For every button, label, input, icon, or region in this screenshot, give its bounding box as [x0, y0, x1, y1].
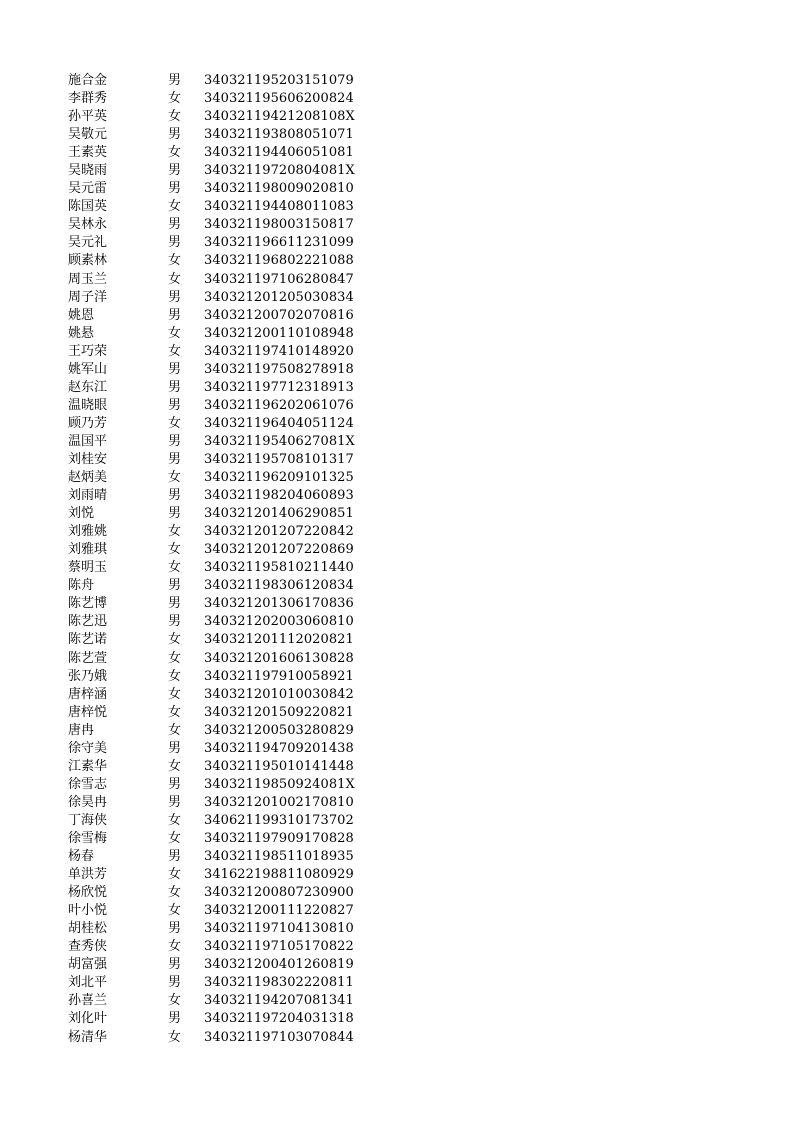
- gender-cell: 女: [168, 253, 182, 269]
- id-number-cell: 340321195810211440: [204, 560, 354, 576]
- gender-cell: 男: [168, 776, 182, 792]
- gender-cell: 女: [168, 109, 182, 125]
- table-row: [68, 180, 364, 198]
- gender-cell: 男: [168, 614, 182, 630]
- gender-cell: 男: [168, 596, 182, 612]
- gender-cell: 女: [168, 939, 182, 955]
- name-cell: 单洪芳: [68, 867, 108, 883]
- name-cell: 张乃娥: [68, 668, 108, 684]
- gender-cell: 女: [168, 650, 182, 666]
- gender-cell: 女: [168, 867, 182, 883]
- id-number-cell: 340321195010141448: [204, 758, 354, 774]
- table-row: [68, 1028, 364, 1046]
- id-number-cell: 340321200111220827: [204, 903, 354, 919]
- id-number-cell: 340321196611231099: [204, 235, 354, 251]
- table-row: [68, 505, 364, 523]
- table-row: [68, 541, 364, 559]
- name-cell: 杨清华: [68, 1029, 108, 1045]
- table-row: [68, 162, 364, 180]
- table-row: [68, 884, 364, 902]
- id-number-cell: 340321200807230900: [204, 885, 354, 901]
- name-cell: 刘北平: [68, 975, 108, 991]
- id-number-cell: 340321196202061076: [204, 397, 354, 413]
- table-row: [68, 758, 364, 776]
- table-row: [68, 289, 364, 307]
- id-number-cell: 340321197103070844: [204, 1029, 354, 1045]
- gender-cell: 男: [168, 127, 182, 143]
- id-number-cell: 340321197410148920: [204, 343, 354, 359]
- id-number-cell: 340321198204060893: [204, 488, 354, 504]
- table-row: [68, 650, 364, 668]
- gender-cell: 男: [168, 452, 182, 467]
- id-number-cell: 340321197204031318: [204, 1011, 354, 1027]
- table-row: [68, 343, 364, 361]
- table-row: [68, 72, 364, 90]
- id-number-cell: 340321194709201438: [204, 740, 354, 756]
- name-cell: 周玉兰: [68, 271, 108, 287]
- name-cell: 刘雅琪: [68, 542, 108, 558]
- name-cell: 吴林永: [68, 217, 108, 233]
- table-row: [68, 938, 364, 956]
- gender-cell: 男: [168, 794, 182, 810]
- gender-cell: 男: [168, 217, 182, 233]
- table-row: [68, 902, 364, 920]
- id-number-cell: 340321198511018935: [204, 849, 354, 865]
- name-cell: 刘悦: [68, 506, 95, 522]
- name-cell: 胡桂松: [68, 921, 108, 937]
- table-row: [68, 631, 364, 649]
- table-row: [68, 325, 364, 343]
- name-cell: 陈艺博: [68, 596, 108, 612]
- name-cell: 唐梓悦: [68, 704, 108, 720]
- id-number-cell: 340321197104130810: [204, 921, 354, 937]
- roster-table: [68, 72, 364, 1047]
- gender-cell: 男: [168, 849, 182, 865]
- table-row: [68, 361, 364, 379]
- name-cell: 孙喜兰: [68, 993, 108, 1009]
- id-number-cell: 340321201509220821: [204, 704, 354, 720]
- table-row: [68, 866, 364, 884]
- gender-cell: 女: [168, 758, 182, 774]
- gender-cell: 男: [168, 379, 182, 395]
- table-row: [68, 252, 364, 270]
- table-row: [68, 830, 364, 848]
- name-cell: 查秀侠: [68, 939, 108, 955]
- id-number-cell: 340321195708101317: [204, 452, 354, 467]
- table-row: [68, 974, 364, 992]
- gender-cell: 女: [168, 722, 182, 738]
- gender-cell: 女: [168, 830, 182, 846]
- table-row: [68, 487, 364, 505]
- id-number-cell: 340321201207220842: [204, 524, 354, 540]
- table-row: [68, 577, 364, 595]
- gender-cell: 女: [168, 271, 182, 287]
- table-row: [68, 704, 364, 722]
- gender-cell: 女: [168, 560, 182, 576]
- gender-cell: 男: [168, 361, 182, 377]
- table-row: [68, 469, 364, 487]
- id-number-cell: 340321193808051071: [204, 127, 354, 143]
- id-number-cell: 340321201207220869: [204, 542, 354, 558]
- table-row: [68, 90, 364, 108]
- id-number-cell: 340321197106280847: [204, 271, 354, 287]
- table-row: [68, 216, 364, 234]
- name-cell: 刘化叶: [68, 1011, 108, 1027]
- gender-cell: 男: [168, 578, 182, 594]
- name-cell: 叶小悦: [68, 903, 108, 919]
- table-row: [68, 559, 364, 577]
- id-number-cell: 340321196404051124: [204, 415, 354, 431]
- name-cell: 姚悬: [68, 325, 95, 341]
- id-number-cell: 34032119850924081X: [204, 776, 355, 792]
- name-cell: 姚军山: [68, 361, 108, 377]
- id-number-cell: 340321201606130828: [204, 650, 354, 666]
- name-cell: 施合金: [68, 73, 108, 89]
- gender-cell: 女: [168, 542, 182, 558]
- id-number-cell: 340321195606200824: [204, 91, 354, 107]
- table-row: [68, 595, 364, 613]
- name-cell: 陈艺萱: [68, 650, 108, 666]
- name-cell: 唐冉: [68, 722, 95, 738]
- gender-cell: 女: [168, 199, 182, 215]
- id-number-cell: 34032119421208108X: [204, 109, 355, 125]
- gender-cell: 男: [168, 433, 182, 449]
- id-number-cell: 340321196802221088: [204, 253, 354, 269]
- id-number-cell: 340321194207081341: [204, 993, 354, 1009]
- table-row: [68, 271, 364, 289]
- table-row: [68, 668, 364, 686]
- gender-cell: 女: [168, 704, 182, 720]
- gender-cell: 女: [168, 993, 182, 1009]
- name-cell: 江素华: [68, 758, 108, 774]
- name-cell: 顾素林: [68, 253, 108, 269]
- id-number-cell: 34032119720804081X: [204, 163, 355, 179]
- table-row: [68, 686, 364, 704]
- id-number-cell: 340321197910058921: [204, 668, 354, 684]
- id-number-cell: 34032119540627081X: [204, 433, 355, 449]
- name-cell: 吴元礼: [68, 235, 108, 251]
- id-number-cell: 340321200503280829: [204, 722, 354, 738]
- name-cell: 吴敬元: [68, 127, 108, 143]
- name-cell: 丁海侠: [68, 812, 108, 828]
- gender-cell: 女: [168, 903, 182, 919]
- gender-cell: 女: [168, 632, 182, 648]
- id-number-cell: 340321195203151079: [204, 73, 354, 89]
- id-number-cell: 340321202003060810: [204, 614, 354, 630]
- id-number-cell: 340321201205030834: [204, 289, 354, 305]
- id-number-cell: 340321197105170822: [204, 939, 354, 955]
- table-row: [68, 108, 364, 126]
- id-number-cell: 340321201406290851: [204, 506, 354, 522]
- name-cell: 李群秀: [68, 91, 108, 107]
- table-row: [68, 433, 364, 451]
- name-cell: 胡富强: [68, 957, 108, 973]
- id-number-cell: 340321200401260819: [204, 957, 354, 973]
- name-cell: 陈舟: [68, 578, 95, 594]
- table-row: [68, 198, 364, 216]
- name-cell: 赵炳美: [68, 470, 108, 486]
- name-cell: 徐守美: [68, 740, 108, 756]
- table-row: [68, 234, 364, 252]
- gender-cell: 女: [168, 686, 182, 702]
- id-number-cell: 340321197712318913: [204, 379, 354, 395]
- table-row: [68, 848, 364, 866]
- name-cell: 陈国英: [68, 199, 108, 215]
- id-number-cell: 340321201112020821: [204, 632, 354, 648]
- id-number-cell: 340321197508278918: [204, 361, 354, 377]
- gender-cell: 女: [168, 885, 182, 901]
- name-cell: 王素英: [68, 145, 108, 161]
- gender-cell: 女: [168, 415, 182, 431]
- gender-cell: 女: [168, 325, 182, 341]
- id-number-cell: 340321197909170828: [204, 830, 354, 846]
- gender-cell: 男: [168, 181, 182, 197]
- name-cell: 刘雨晴: [68, 488, 108, 504]
- table-row: [68, 722, 364, 740]
- table-row: [68, 307, 364, 325]
- name-cell: 唐梓涵: [68, 686, 108, 702]
- table-row: [68, 144, 364, 162]
- name-cell: 陈艺迅: [68, 614, 108, 630]
- name-cell: 杨欣悦: [68, 885, 108, 901]
- gender-cell: 男: [168, 488, 182, 504]
- name-cell: 王巧荣: [68, 343, 108, 359]
- table-row: [68, 451, 364, 469]
- gender-cell: 女: [168, 812, 182, 828]
- table-row: [68, 1010, 364, 1028]
- table-row: [68, 523, 364, 541]
- gender-cell: 男: [168, 397, 182, 413]
- gender-cell: 女: [168, 524, 182, 540]
- id-number-cell: 340321201306170836: [204, 596, 354, 612]
- name-cell: 刘雅姚: [68, 524, 108, 540]
- table-row: [68, 397, 364, 415]
- name-cell: 顾乃芳: [68, 415, 108, 431]
- id-number-cell: 340321200110108948: [204, 325, 354, 341]
- id-number-cell: 340321201002170810: [204, 794, 354, 810]
- gender-cell: 男: [168, 235, 182, 251]
- name-cell: 蔡明玉: [68, 560, 108, 576]
- id-number-cell: 340321201010030842: [204, 686, 354, 702]
- table-row: [68, 920, 364, 938]
- id-number-cell: 340321194406051081: [204, 145, 354, 161]
- gender-cell: 男: [168, 289, 182, 305]
- gender-cell: 女: [168, 91, 182, 107]
- name-cell: 姚恩: [68, 307, 95, 323]
- gender-cell: 男: [168, 921, 182, 937]
- gender-cell: 女: [168, 343, 182, 359]
- gender-cell: 女: [168, 668, 182, 684]
- table-row: [68, 415, 364, 433]
- table-row: [68, 776, 364, 794]
- roster-body: [68, 72, 364, 1047]
- name-cell: 徐雪梅: [68, 830, 108, 846]
- gender-cell: 男: [168, 506, 182, 522]
- gender-cell: 男: [168, 975, 182, 991]
- name-cell: 温国平: [68, 433, 108, 449]
- gender-cell: 男: [168, 1011, 182, 1027]
- gender-cell: 男: [168, 73, 182, 89]
- table-row: [68, 613, 364, 631]
- name-cell: 刘桂安: [68, 452, 108, 467]
- name-cell: 徐昊冉: [68, 794, 108, 810]
- table-row: [68, 794, 364, 812]
- table-row: [68, 992, 364, 1010]
- name-cell: 孙平英: [68, 109, 108, 125]
- name-cell: 徐雪志: [68, 776, 108, 792]
- name-cell: 陈艺诺: [68, 632, 108, 648]
- gender-cell: 男: [168, 163, 182, 179]
- id-number-cell: 340321198003150817: [204, 217, 354, 233]
- gender-cell: 男: [168, 307, 182, 323]
- name-cell: 杨春: [68, 849, 95, 865]
- id-number-cell: 340321200702070816: [204, 307, 354, 323]
- id-number-cell: 341622198811080929: [204, 867, 354, 883]
- gender-cell: 女: [168, 145, 182, 161]
- table-row: [68, 379, 364, 397]
- table-row: [68, 956, 364, 974]
- name-cell: 周子洋: [68, 289, 108, 305]
- table-row: [68, 740, 364, 758]
- id-number-cell: 340321198306120834: [204, 578, 354, 594]
- gender-cell: 男: [168, 957, 182, 973]
- table-row: [68, 812, 364, 830]
- id-number-cell: 340321198009020810: [204, 181, 354, 197]
- name-cell: 吴元雷: [68, 181, 108, 197]
- name-cell: 温晓眼: [68, 397, 108, 413]
- id-number-cell: 340321196209101325: [204, 470, 354, 486]
- id-number-cell: 340321198302220811: [204, 975, 354, 991]
- gender-cell: 男: [168, 740, 182, 756]
- table-row: [68, 126, 364, 144]
- id-number-cell: 340321194408011083: [204, 199, 354, 215]
- gender-cell: 女: [168, 470, 182, 486]
- gender-cell: 女: [168, 1029, 182, 1045]
- id-number-cell: 340621199310173702: [204, 812, 354, 828]
- name-cell: 吴晓雨: [68, 163, 108, 179]
- name-cell: 赵东江: [68, 379, 108, 395]
